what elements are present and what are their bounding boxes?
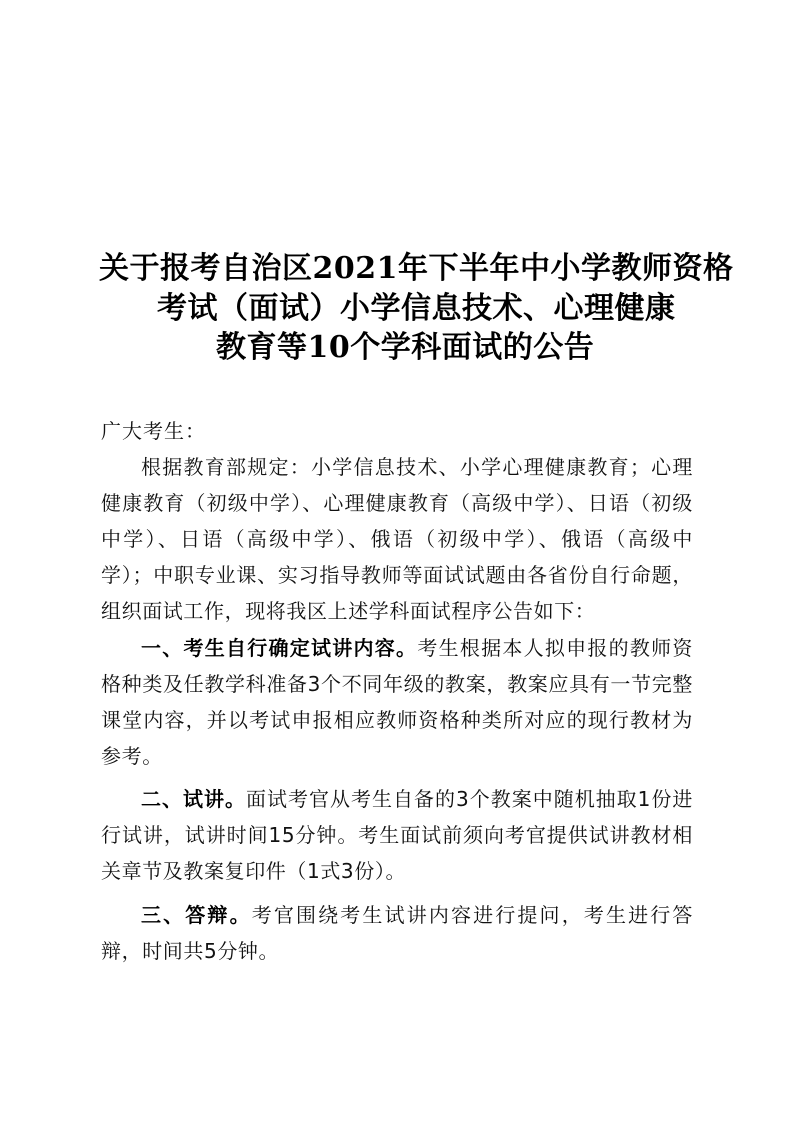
paragraph-step-2-text: 面试考官从考生自备的3个教案中随机抽取1份进行试讲，试讲时间15分钟。考生面试前须向考官提供试讲教材相关章节及教案复印件（1式3份）。 [101, 787, 694, 883]
paragraph-step-3-heading: 三、答辩。 [141, 903, 252, 927]
paragraph-step-1-text: 考生根据本人拟申报的教师资格种类及任教学科准备3个不同年级的教案，教案应具有一节完整课堂内容，并以考试申报相应教师资格种类所对应的现行教材为参考。 [101, 636, 693, 768]
paragraph-step-1-heading: 一、考生自行确定试讲内容。 [141, 636, 418, 660]
paragraph-intro [101, 449, 693, 629]
paragraph-step-3-text: 考官围绕考生试讲内容进行提问，考生进行答辩，时间共5分钟。 [101, 903, 694, 963]
document-title-line-1: 关于报考自治区2021年下半年中小学教师资格 [99, 251, 734, 286]
document-title-line-3: 教育等10个学科面试的公告 [216, 330, 595, 365]
salutation: 广大考生： [101, 419, 206, 443]
paragraph-step-2 [101, 781, 693, 889]
paragraph-step-3 [101, 897, 693, 969]
paragraph-step-1 [101, 630, 693, 774]
paragraph-step-2-heading: 二、试讲。 [141, 787, 246, 811]
document-title-line-2: 考试（面试）小学信息技术、心理健康 [157, 291, 676, 326]
paragraph-intro-text: 根据教育部规定：小学信息技术、小学心理健康教育；心理健康教育（初级中学）、心理健康教育（高级中学）、日语（初级中学）、日语（高级中学）、俄语（初级中学）、俄语（高级中学）；中职专业课、实习指导教师等面试试题由各省份自行命题，组织面试工作，现将我区上述学科面试程序公告如下： [101, 455, 693, 623]
